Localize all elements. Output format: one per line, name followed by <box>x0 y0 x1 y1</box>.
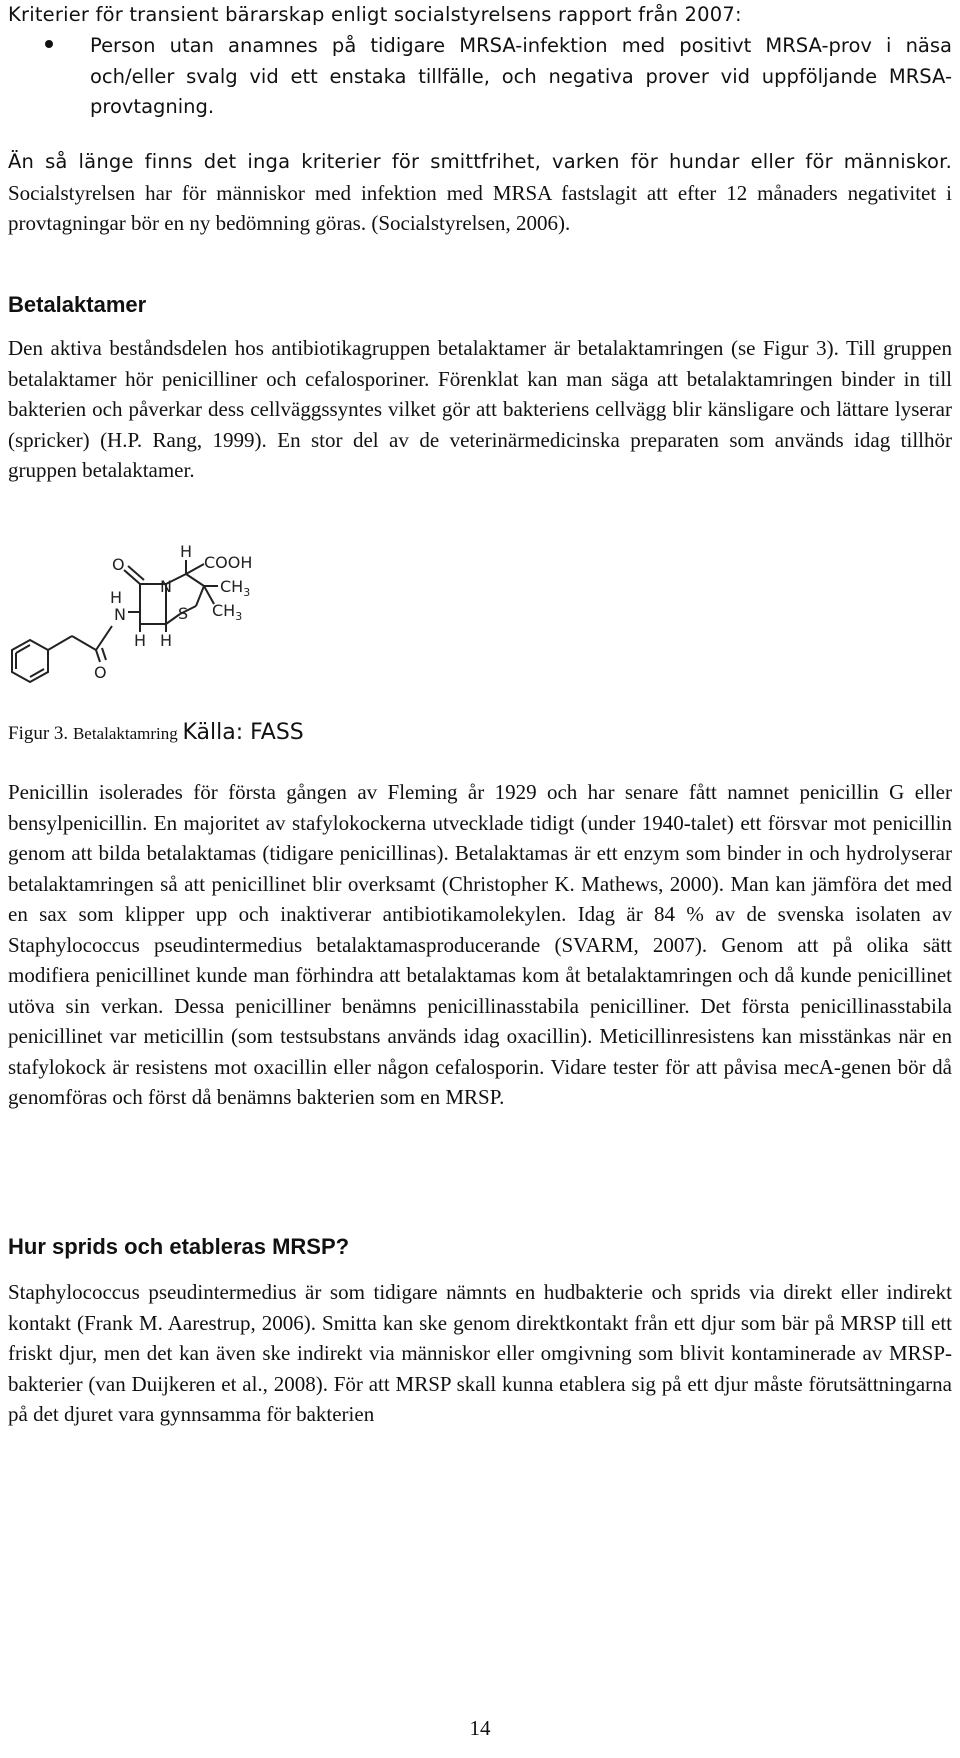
page-number: 14 <box>469 1716 491 1740</box>
atom-cooh: COOH <box>204 553 253 572</box>
intro-line: Kriterier för transient bärarskap enligt socialstyrelsens rapport från 2007: <box>8 3 742 26</box>
bullet-icon <box>45 40 53 48</box>
paragraph-penicillin: Penicillin isolerades för första gången av Fleming år 1929 och har senare fått namnet penicillin G eller bensylpenicillin. En majoritet av stafylokockerna utvecklade tidigt (under 1940-talet) ett försvar mot penicillin genom att bilda betalaktamas (tidigare penicillinas). Betalaktamas är ett enzym som binder in och hydrolyserar betalaktamringen så att penicillinet blir overksamt (Christopher K. Mathews, 2000). Man kan jämföra det med en sax som klipper upp och inaktiverar antibiotikamolekylen. Idag är 84 % av de svenska isolaten av Staphylococcus pseudintermedius betalaktamasproducerande (SVARM, 2007). Genom att på olika sätt modifiera penicillinet kunde man förhindra att betalaktamas kom åt betalaktamringen och då kunde penicillinet utöva sin verkan. Dessa penicilliner benämns penicillinasstabila penicilliner. Det första penicillinasstabila penicillinet var meticillin (som testsubstans används idag oxacillin). Meticillinresistens kan misstänkas när en stafylokock är resistens mot oxacillin eller någon cefalosporin. Vidare tester för att påvisa mecA-genen bör då genomföras och först då benämns bakterien som en MRSP. <box>8 780 952 1109</box>
atom-ch3-b: $CH_3$ <box>212 601 243 623</box>
atom-o-bottom: O <box>94 663 107 682</box>
paragraph-spread: Staphylococcus pseudintermedius är som tidigare nämnts en hudbakterie och sprids via direkt eller indirekt kontakt (Frank M. Aarestrup, 2006). Smitta kan ske genom direktkontakt från ett djur som bär på MRSP till ett friskt djur, men det kan även ske indirekt via människor eller omgivning som blivit kontaminerade av MRSP-bakterier (van Duijkeren et al., 2008). För att MRSP skall kunna etablera sig på ett djur måste förutsättningarna på det djuret vara gynnsamma för bakterien <box>8 1280 952 1426</box>
paragraph-smittfrihet-serif: Socialstyrelsen har för människor med infektion med MRSA fastslagit att efter 12 månaders negativitet i provtagningar bör en ny bedömning göras. (Socialstyrelsen, 2006). <box>8 180 952 235</box>
caption-label: Figur 3. <box>8 723 69 744</box>
heading-betalaktamer: Betalaktamer <box>8 292 147 317</box>
atom-o-top: O <box>112 555 125 574</box>
atom-h-bottom-2: H <box>160 631 173 650</box>
paragraph-smittfrihet <box>8 146 952 239</box>
molecule-labels <box>94 542 252 682</box>
caption-title: Betalaktamring <box>72 724 178 743</box>
paragraph-betalaktamer: Den aktiva beståndsdelen hos antibiotikagruppen betalaktamer är betalaktamringen (se Figur 3). Till gruppen betalaktamer hör penicilliner och cefalosporiner. Förenklat kan man säga att betalaktamringen binder in till bakterien och påverkar dess cellväggssyntes vilket gör att bakteriens cellvägg blir känsligare och lättare lyserar (spricker) (H.P. Rang, 1999). En stor del av de veterinärmedicinska preparaten som används idag tillhör gruppen betalaktamer. <box>8 336 952 482</box>
betalactam-structure-figure <box>0 540 420 700</box>
paragraph-smittfrihet-sans: Än så länge finns det inga kriterier för smittfrihet, varken för hundar eller för människor. <box>8 150 952 173</box>
atom-ch3-a: $CH_3$ <box>220 577 251 599</box>
atom-n-amide: N <box>114 605 126 624</box>
atom-h-bottom-1: H <box>134 631 147 650</box>
heading-spread: Hur sprids och etableras MRSP? <box>8 1234 350 1259</box>
bullet-text: Person utan anamnes på tidigare MRSA-infektion med positivt MRSA-prov i näsa och/eller svalg vid ett enstaka tillfälle, och negativa prover vid uppföljande MRSA-provtagning. <box>90 34 952 118</box>
atom-n-ring: N <box>160 577 172 596</box>
caption-source: Källa: FASS <box>182 720 304 745</box>
atom-s: S <box>178 604 189 623</box>
benzene-ring <box>12 640 48 682</box>
atom-h-amide: H <box>110 588 123 607</box>
atom-h-top: H <box>180 542 193 561</box>
figure-caption <box>8 720 304 745</box>
